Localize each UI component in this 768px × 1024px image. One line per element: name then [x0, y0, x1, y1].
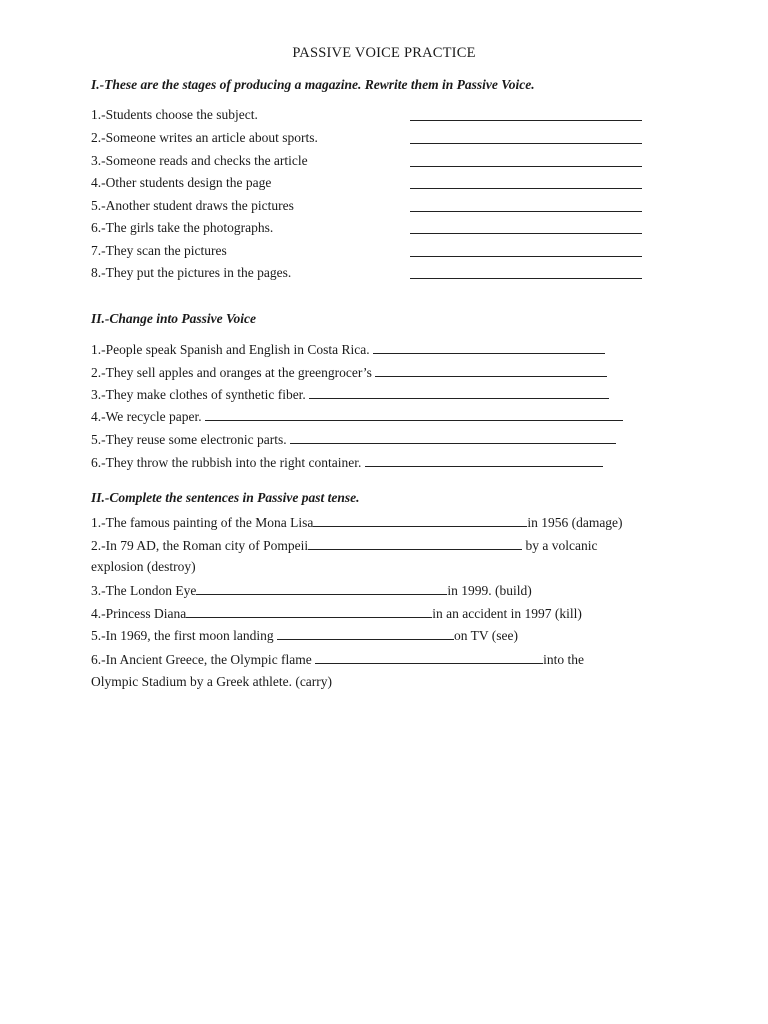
- section-3-item-continuation: [91, 559, 196, 575]
- section-3-item-end: by a volcanic: [522, 538, 598, 553]
- section-2-item: [91, 408, 623, 425]
- answer-blank[interactable]: [410, 142, 642, 144]
- section-3-item-start: 1.-The famous painting of the Mona Lisa: [91, 515, 314, 530]
- section-3-item-end: on TV (see): [453, 628, 518, 643]
- section-3-item: [91, 582, 532, 599]
- answer-blank[interactable]: [410, 232, 642, 234]
- section-3-item-end: into the: [543, 652, 585, 667]
- section-3-item: [91, 514, 623, 531]
- section-2-item: [91, 386, 609, 403]
- section-2-item: [91, 341, 605, 358]
- section-3-item: [91, 651, 584, 668]
- answer-blank[interactable]: [313, 514, 527, 527]
- answer-blank[interactable]: [205, 408, 623, 421]
- section-3-item-start: Olympic Stadium by a Greek athlete. (carry): [91, 674, 333, 689]
- section-2-heading: II.-Change into Passive Voice: [91, 311, 257, 326]
- answer-blank[interactable]: [290, 431, 616, 444]
- answer-blank[interactable]: [410, 255, 642, 257]
- section-3-item-continuation: [91, 674, 332, 690]
- answer-blank[interactable]: [410, 119, 642, 121]
- section-3-heading: II.-Complete the sentences in Passive past tense.: [91, 490, 360, 505]
- section-3-item: [91, 605, 582, 622]
- section-3-item-start: 4.-Princess Diana: [91, 606, 187, 621]
- section-3-item-end: in 1956 (damage): [527, 515, 623, 530]
- answer-blank[interactable]: [410, 210, 642, 212]
- section-2-item-text: 4.-We recycle paper.: [91, 409, 202, 424]
- section-2-item-text: 3.-They make clothes of synthetic fiber.: [91, 387, 306, 402]
- answer-blank[interactable]: [365, 454, 603, 467]
- section-1-item: 8.-They put the pictures in the pages.: [91, 265, 292, 280]
- section-2-item-text: 2.-They sell apples and oranges at the greengrocer’s: [91, 365, 372, 380]
- section-3-item-start: 6.-In Ancient Greece, the Olympic flame: [91, 652, 316, 667]
- answer-blank[interactable]: [410, 165, 642, 167]
- section-2-item-text: 6.-They throw the rubbish into the right container.: [91, 455, 362, 470]
- section-3-item-end: in an accident in 1997 (kill): [432, 606, 582, 621]
- section-3-item-start: 2.-In 79 AD, the Roman city of Pompeii: [91, 538, 309, 553]
- page-title: PASSIVE VOICE PRACTICE: [292, 45, 476, 61]
- section-3-item-start: 3.-The London Eye: [91, 583, 197, 598]
- section-3-item: [91, 537, 597, 554]
- section-3-item: [91, 627, 518, 644]
- section-3-item-end: in 1999. (build): [447, 583, 532, 598]
- answer-blank[interactable]: [410, 277, 642, 279]
- section-1-item: 1.-Students choose the subject.: [91, 107, 258, 122]
- section-2-item: [91, 364, 607, 381]
- section-2-item-text: 5.-They reuse some electronic parts.: [91, 432, 287, 447]
- answer-blank[interactable]: [277, 627, 454, 640]
- section-1-item: 6.-The girls take the photographs.: [91, 220, 274, 235]
- section-3-item-start: 5.-In 1969, the first moon landing: [91, 628, 277, 643]
- section-2-item-text: 1.-People speak Spanish and English in Costa Rica.: [91, 342, 370, 357]
- answer-blank[interactable]: [375, 364, 607, 377]
- answer-blank[interactable]: [315, 651, 543, 664]
- answer-blank[interactable]: [196, 582, 447, 595]
- section-1-item: 2.-Someone writes an article about sports.: [91, 130, 318, 145]
- section-3-item-start: explosion (destroy): [91, 559, 196, 574]
- section-2-item: [91, 431, 616, 448]
- answer-blank[interactable]: [410, 187, 642, 189]
- answer-blank[interactable]: [308, 537, 522, 550]
- section-1-item: 3.-Someone reads and checks the article: [91, 153, 308, 168]
- answer-blank[interactable]: [309, 386, 609, 399]
- section-1-item: 7.-They scan the pictures: [91, 243, 227, 258]
- answer-blank[interactable]: [186, 605, 432, 618]
- answer-blank[interactable]: [373, 341, 605, 354]
- section-1-item: 4.-Other students design the page: [91, 175, 272, 190]
- section-1-item: 5.-Another student draws the pictures: [91, 198, 294, 213]
- section-1-heading: I.-These are the stages of producing a magazine. Rewrite them in Passive Voice.: [91, 77, 535, 92]
- section-2-item: [91, 454, 603, 471]
